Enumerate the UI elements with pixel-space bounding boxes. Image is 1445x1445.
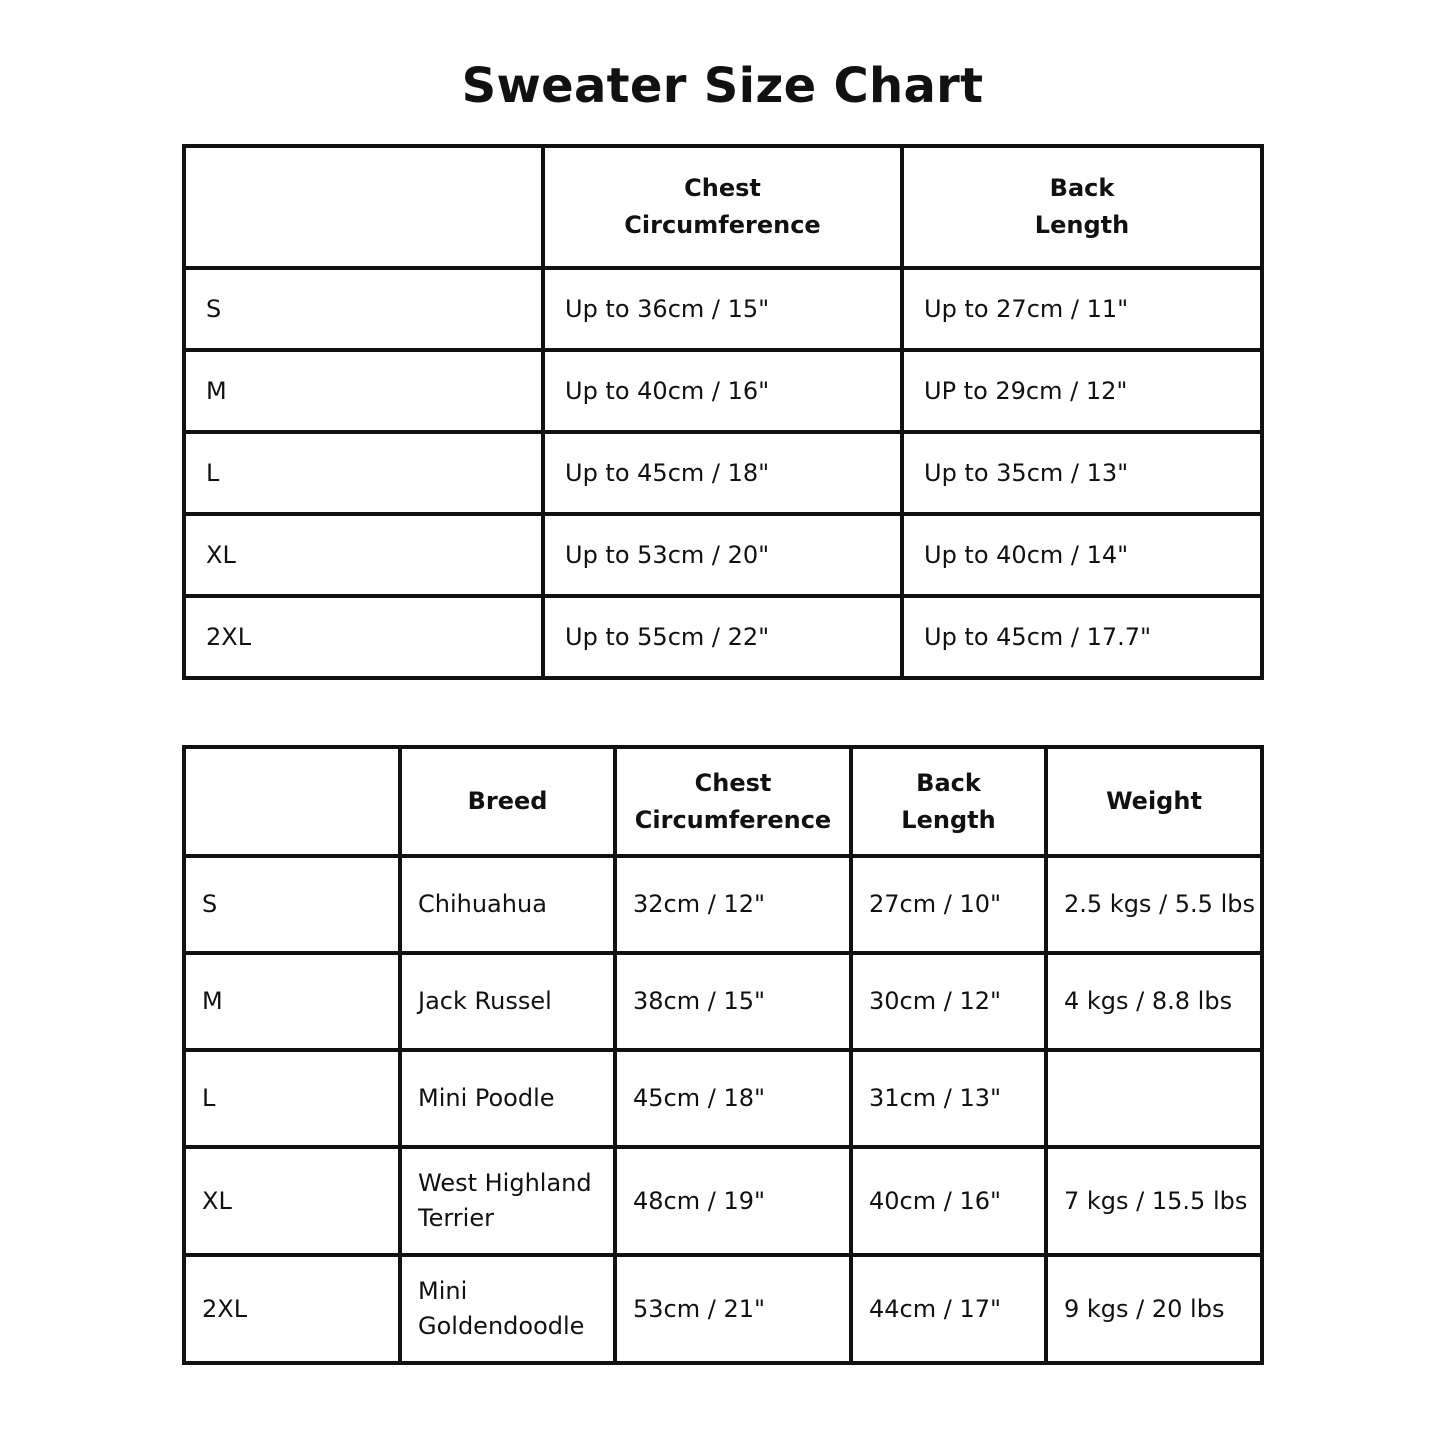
table-row — [184, 268, 1262, 350]
size-table-breeds — [182, 745, 1264, 1365]
table-row — [184, 1255, 1262, 1363]
size-cell: L — [184, 432, 543, 514]
breed-line: Goldendoodle — [418, 1312, 585, 1340]
back-cell: 40cm / 16" — [851, 1147, 1046, 1255]
chest-cell: 38cm / 15" — [615, 953, 851, 1050]
breed-line: West Highland — [418, 1169, 592, 1197]
header-cell-weight — [1046, 747, 1262, 856]
header-line: Length — [901, 805, 996, 834]
header-cell-empty — [184, 146, 543, 268]
chest-cell: 45cm / 18" — [615, 1050, 851, 1147]
back-cell: 44cm / 17" — [851, 1255, 1046, 1363]
weight-cell: 9 kgs / 20 lbs — [1046, 1255, 1262, 1363]
weight-cell — [1046, 1050, 1262, 1147]
chest-cell: Up to 53cm / 20" — [543, 514, 902, 596]
table-row — [184, 856, 1262, 953]
header-line: Back — [916, 768, 981, 797]
breed-cell — [400, 1147, 615, 1255]
header-line: Length — [1034, 211, 1130, 239]
size-cell: XL — [184, 1147, 400, 1255]
chest-cell: 48cm / 19" — [615, 1147, 851, 1255]
header-line: Chest — [694, 768, 772, 797]
header-line: Breed — [467, 787, 548, 815]
table-header-row — [184, 747, 1262, 856]
table-row — [184, 1147, 1262, 1255]
table-row — [184, 1050, 1262, 1147]
size-cell: S — [184, 856, 400, 953]
back-cell: Up to 45cm / 17.7" — [902, 596, 1262, 678]
size-cell: 2XL — [184, 596, 543, 678]
back-cell: Up to 27cm / 11" — [902, 268, 1262, 350]
chest-cell: 53cm / 21" — [615, 1255, 851, 1363]
page-title: Sweater Size Chart — [461, 58, 984, 114]
header-line: Circumference — [624, 211, 821, 239]
breed-cell — [400, 1050, 615, 1147]
weight-cell: 4 kgs / 8.8 lbs — [1046, 953, 1262, 1050]
back-cell: 31cm / 13" — [851, 1050, 1046, 1147]
header-cell-back — [851, 747, 1046, 856]
size-cell: M — [184, 953, 400, 1050]
breed-line: Mini — [418, 1277, 468, 1305]
table-header-row — [184, 146, 1262, 268]
size-cell: M — [184, 350, 543, 432]
table-row — [184, 432, 1262, 514]
header-line: Back — [1049, 174, 1115, 202]
header-cell-chest — [615, 747, 851, 856]
back-cell: Up to 35cm / 13" — [902, 432, 1262, 514]
breed-line: Terrier — [418, 1204, 494, 1232]
back-cell: UP to 29cm / 12" — [902, 350, 1262, 432]
table-row — [184, 596, 1262, 678]
size-cell: 2XL — [184, 1255, 400, 1363]
header-cell-breed — [400, 747, 615, 856]
chest-cell: Up to 40cm / 16" — [543, 350, 902, 432]
chest-cell: Up to 36cm / 15" — [543, 268, 902, 350]
breed-cell — [400, 856, 615, 953]
header-cell-chest — [543, 146, 902, 268]
back-cell: Up to 40cm / 14" — [902, 514, 1262, 596]
size-cell: XL — [184, 514, 543, 596]
size-cell: S — [184, 268, 543, 350]
size-table-measurements — [182, 144, 1264, 680]
breed-line: Mini Poodle — [418, 1084, 555, 1112]
weight-cell: 2.5 kgs / 5.5 lbs — [1046, 856, 1262, 953]
back-cell: 27cm / 10" — [851, 856, 1046, 953]
table-row — [184, 514, 1262, 596]
table-row — [184, 953, 1262, 1050]
header-line: Chest — [684, 174, 761, 202]
chest-cell: 32cm / 12" — [615, 856, 851, 953]
chest-cell: Up to 55cm / 22" — [543, 596, 902, 678]
header-cell-empty — [184, 747, 400, 856]
weight-cell: 7 kgs / 15.5 lbs — [1046, 1147, 1262, 1255]
breed-cell — [400, 953, 615, 1050]
header-line: Weight — [1106, 787, 1202, 815]
breed-line: Jack Russel — [418, 987, 552, 1015]
chest-cell: Up to 45cm / 18" — [543, 432, 902, 514]
table-row — [184, 350, 1262, 432]
header-cell-back — [902, 146, 1262, 268]
header-line: Circumference — [634, 805, 832, 834]
breed-line: Chihuahua — [418, 890, 547, 918]
size-cell: L — [184, 1050, 400, 1147]
breed-cell — [400, 1255, 615, 1363]
back-cell: 30cm / 12" — [851, 953, 1046, 1050]
